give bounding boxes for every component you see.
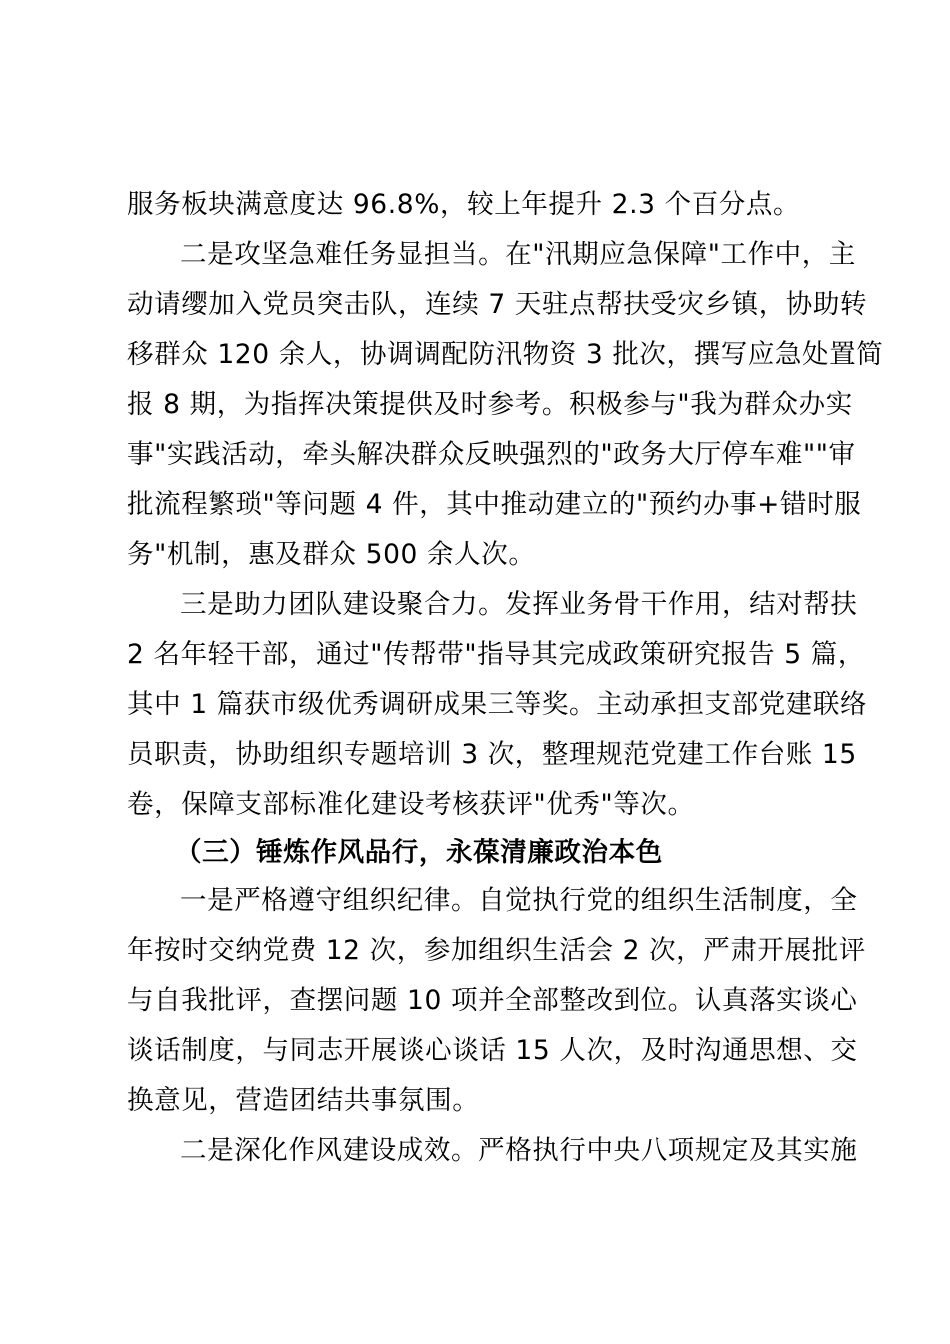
paragraph-line: 年按时交纳党费 12 次，参加组织生活会 2 次，严肃开展批评 [127,935,866,966]
paragraph-line: 一是严格遵守组织纪律。自觉执行党的组织生活制度，全 [180,885,858,916]
paragraph-line: 与自我批评，查摆问题 10 项并全部整改到位。认真落实谈心 [127,985,858,1016]
paragraph-line: 员职责，协助组织专题培训 3 次，整理规范党建工作台账 15 [127,739,857,770]
paragraph-line: 批流程繁琐"等问题 4 件，其中推动建立的"预约办事+错时服 [127,489,862,520]
paragraph-line: 二是攻坚急难任务显担当。在"汛期应急保障"工作中，主 [180,239,856,270]
section-heading: （三）锤炼作风品行，永葆清廉政治本色 [175,837,663,868]
paragraph-line: 2 名年轻干部，通过"传帮带"指导其完成政策研究报告 5 篇， [127,639,865,670]
paragraph-line: 其中 1 篇获市级优秀调研成果三等奖。主动承担支部党建联络 [127,689,868,720]
paragraph-line: 三是助力团队建设聚合力。发挥业务骨干作用，结对帮扶 [180,589,858,620]
paragraph-line: 卷，保障支部标准化建设考核获评"优秀"等次。 [127,789,695,820]
paragraph-line: 二是深化作风建设成效。严格执行中央八项规定及其实施 [180,1135,858,1166]
paragraph-line: 谈话制度，与同志开展谈心谈话 15 人次，及时沟通思想、交 [127,1035,858,1066]
paragraph-line: 报 8 期，为指挥决策提供及时参考。积极参与"我为群众办实 [127,389,853,420]
paragraph-line: 务"机制，惠及群众 500 余人次。 [127,539,536,570]
paragraph-line: 服务板块满意度达 96.8%，较上年提升 2.3 个百分点。 [127,189,801,220]
paragraph-line: 动请缨加入党员突击队，连续 7 天驻点帮扶受灾乡镇，协助转 [127,289,868,320]
paragraph-line: 移群众 120 余人，协调调配防汛物资 3 批次，撰写应急处置简 [127,339,884,370]
paragraph-line: 事"实践活动，牵头解决群众反映强烈的"政务大厅停车难""审 [127,439,856,470]
paragraph-line: 换意见，营造团结共事氛围。 [127,1085,480,1116]
